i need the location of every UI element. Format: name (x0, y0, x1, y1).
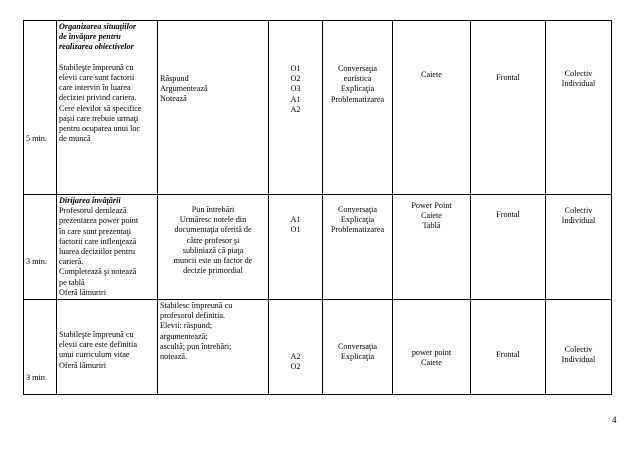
evaluation-line: Individual (561, 355, 596, 365)
objectives-cell (269, 195, 323, 300)
teacher-activity-line: prezentarea power point (59, 216, 139, 226)
evaluation-line: Colectiv (564, 206, 593, 215)
time-value: 3 min. (26, 257, 47, 266)
method-line: euristica (343, 74, 372, 84)
teacher-activity-line: factorii care inflenţează (59, 236, 137, 246)
student-activity-line: Pun întrebări (191, 205, 235, 214)
time-value: 3 min (26, 373, 45, 383)
teacher-activity-line: Completează şi notează (59, 267, 137, 277)
evaluation-line: Individual (561, 216, 596, 226)
table-row (24, 300, 612, 395)
objective-code: A1 (290, 215, 301, 224)
page-number: 4 (612, 415, 617, 425)
student-activity-line: argumentează; (160, 331, 208, 341)
method-line: Conversaţia (337, 342, 378, 352)
evaluation-cell (546, 300, 612, 395)
objectives-cell (269, 300, 323, 395)
resources-cell (393, 300, 471, 395)
student-activity-line: profesorul definitia. (160, 311, 226, 321)
student-activity-cell (158, 195, 269, 300)
time-cell (24, 195, 57, 300)
time-cell (24, 21, 57, 195)
resources-cell (393, 21, 471, 195)
student-activity-line: Stabilesc împreună cu (160, 301, 233, 311)
organization-cell (471, 195, 546, 300)
student-activity-cell (158, 300, 269, 395)
teacher-activity-line: în care sunt prezentaţi (59, 226, 132, 236)
student-activity-line: Urmăresc notele din (179, 215, 247, 225)
table-row (24, 195, 612, 300)
student-activity-line: muncii este un factor de (173, 256, 253, 266)
objective-code: A2 (290, 104, 301, 114)
organization-cell (471, 300, 546, 395)
student-activity-line: subliniază că piaţa (182, 245, 244, 255)
teacher-activity-line: de muncă (59, 134, 91, 144)
teacher-activity-line: elevii care este definitia (59, 340, 137, 350)
objective-code: A2 (290, 352, 301, 362)
lesson-plan-table (23, 20, 612, 395)
evaluation-cell (546, 21, 612, 195)
teacher-activity-line: care intervin în luarea (59, 83, 131, 93)
resource-line: power point (411, 348, 452, 358)
student-activity-line: documentaţia oferită de (174, 225, 252, 235)
teacher-activity-line: deciziei privind cariera. (59, 93, 137, 103)
objective-code: O1 (290, 64, 301, 73)
teacher-activity-line: carieră. (59, 257, 84, 267)
teacher-activity-line: Stabileşte împreună cu (59, 330, 134, 340)
teacher-activity-line: Oferă lămuriri (59, 360, 107, 370)
objective-code: O1 (290, 225, 301, 235)
method-line: Problematizarea (330, 94, 385, 104)
evaluation-line: Individual (561, 79, 596, 89)
method-line: Explicaţia (340, 84, 375, 94)
resource-line: Tablă (422, 221, 441, 231)
student-activity-line: Argumentează (160, 84, 208, 94)
organization-value: Frontal (496, 210, 520, 219)
organization-cell (471, 21, 546, 195)
method-line: Problematizarea (330, 225, 385, 235)
table-row (24, 21, 612, 195)
time-cell (24, 300, 57, 395)
teacher-activity-line: pe tablă (59, 277, 85, 287)
student-activity-line: Răspund (160, 74, 189, 83)
teacher-activity-line: Oferă lămuriri (59, 287, 107, 297)
teacher-activity-line: Stabileşte împreună cu (59, 62, 134, 72)
stage-heading-line: Dirijarea învăţării (59, 196, 121, 205)
teacher-activity-line: Profesorul derulează (59, 206, 127, 216)
stage-heading-line: Organizarea situaţiilor (59, 22, 137, 31)
teacher-activity-cell (57, 195, 158, 300)
teacher-activity-line: pentru ocuparea unui loc (59, 124, 141, 134)
stage-heading-line: realizarea obiectivelor (59, 42, 134, 52)
teacher-activity-line: elevii care sunt factorii (59, 73, 135, 83)
method-line: Explicaţia (340, 352, 375, 362)
objective-code: O2 (290, 362, 301, 372)
teacher-activity-line: Cere elevilor să specifice (59, 103, 142, 113)
teacher-activity-cell (57, 21, 158, 195)
organization-value: Frontal (496, 350, 520, 360)
teacher-activity-line: unui curriculum vitae (59, 350, 130, 360)
evaluation-line: Colectiv (564, 69, 593, 78)
time-value: 5 min. (26, 134, 47, 143)
methods-cell (323, 300, 393, 395)
resource-line: Caiete (421, 70, 442, 79)
resource-line: Caiete (421, 211, 442, 221)
student-activity-line: notează. (160, 352, 188, 362)
teacher-activity-line: paşii care trebuie urmaţi (59, 113, 139, 123)
student-activity-line: Elevii: răspund; (160, 321, 213, 331)
student-activity-line: către profesor şi (186, 235, 240, 245)
stage-heading-line: de învăţare pentru (59, 32, 121, 42)
method-line: Conversaţia (337, 205, 378, 214)
student-activity-line: Notează (160, 94, 187, 104)
resource-line: Power Point (411, 201, 452, 210)
objective-code: A1 (290, 94, 301, 104)
student-activity-cell (158, 21, 269, 195)
methods-cell (323, 21, 393, 195)
objectives-cell (269, 21, 323, 195)
evaluation-cell (546, 195, 612, 300)
teacher-activity-line: luarea deciziilor pentru (59, 247, 135, 257)
objective-code: O2 (290, 74, 301, 84)
objective-code: O3 (290, 84, 301, 94)
resource-line: Caiete (421, 358, 442, 368)
method-line: Explicaţia (340, 215, 375, 225)
organization-value: Frontal (496, 73, 520, 82)
evaluation-line: Colectiv (564, 345, 593, 355)
teacher-activity-cell (57, 300, 158, 395)
resources-cell (393, 195, 471, 300)
student-activity-line: ascultă; pun întrebări; (160, 341, 232, 351)
method-line: Conversaţia (337, 64, 378, 73)
student-activity-line: decizie primordial (183, 266, 243, 276)
methods-cell (323, 195, 393, 300)
